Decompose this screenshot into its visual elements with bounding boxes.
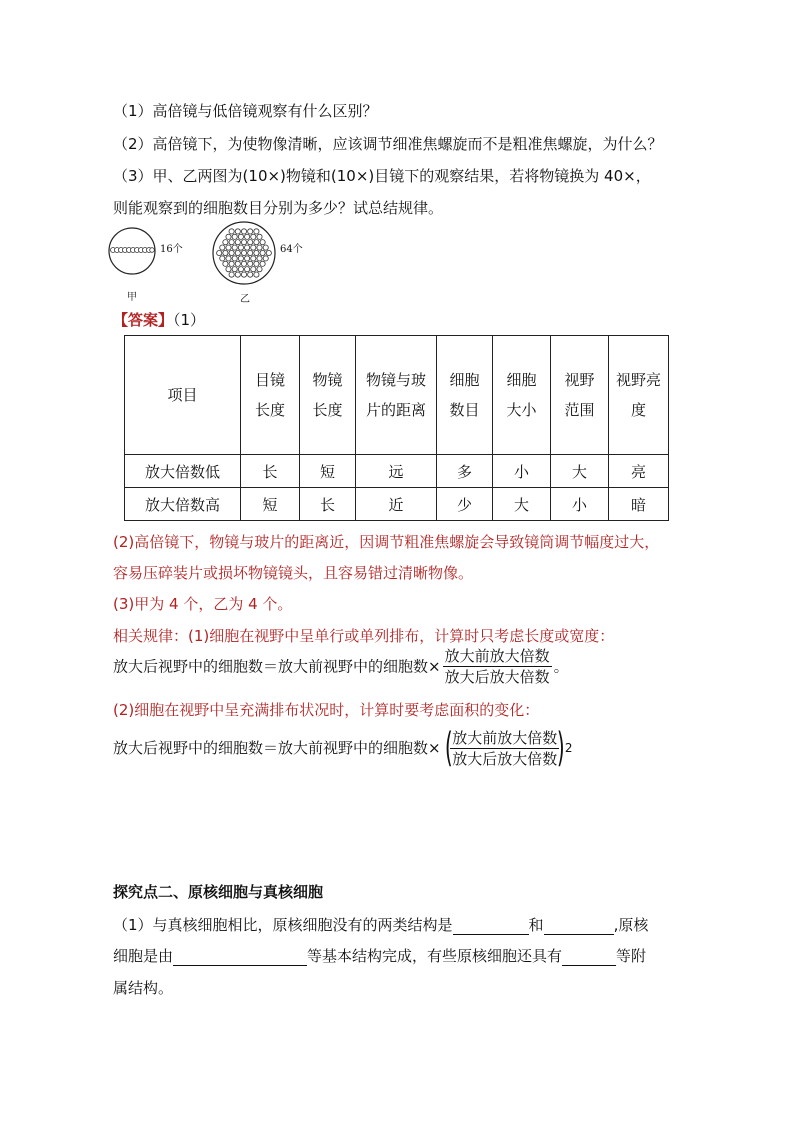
- figure-yi-drawing: [211, 220, 277, 286]
- cell-circle: [226, 256, 231, 261]
- formula-2-numerator: 放大前放大倍数: [452, 728, 558, 747]
- table-cell: 长: [300, 488, 356, 521]
- formula-2: [113, 726, 572, 770]
- formula-1-fraction: [443, 646, 552, 687]
- cell-circle: [235, 272, 240, 277]
- table-header-cell: 细胞 数目: [437, 336, 493, 455]
- cell-circle: [245, 267, 250, 272]
- rule-2: (2)细胞在视野中呈充满排布状况时，计算时要考虑面积的变化：: [113, 701, 540, 719]
- cell-circle: [232, 245, 237, 250]
- table-cell: 暗: [609, 488, 669, 521]
- cell-circle: [248, 229, 253, 234]
- cell-circle: [248, 250, 253, 255]
- rule-intro: 相关规律：(1)细胞在视野中呈单行或单列排布，计算时只考虑长度或宽度：: [113, 627, 615, 645]
- cell-circle: [251, 256, 256, 261]
- table-cell: 大: [551, 455, 609, 488]
- table-row: [125, 488, 669, 521]
- section-2-text: 等基本结构完成，有些原核细胞还具有: [307, 947, 563, 965]
- cell-circle: [217, 250, 222, 255]
- section-2-text: 细胞是由: [113, 947, 174, 965]
- formula-2-fraction: [450, 728, 559, 769]
- formula-1: [113, 646, 569, 687]
- cell-circle: [238, 256, 243, 261]
- formula-1-denominator: 放大后放大倍数: [444, 668, 550, 686]
- cell-circle: [251, 245, 256, 250]
- table-cell: 远: [356, 455, 437, 488]
- answer-label: 【答案】: [113, 311, 174, 329]
- table-cell: 短: [241, 488, 300, 521]
- cell-circle: [235, 240, 240, 245]
- cell-circle: [232, 234, 237, 239]
- cell-circle: [232, 256, 237, 261]
- cell-circle: [229, 261, 234, 266]
- figure-jia: [107, 226, 157, 276]
- cell-circle: [241, 229, 246, 234]
- section-2-line-1: [113, 915, 648, 935]
- formula-2-right-paren: ): [557, 725, 565, 771]
- cell-circle: [260, 240, 265, 245]
- formula-1-end: 。: [553, 657, 569, 676]
- cell-circle: [226, 267, 231, 272]
- table-cell: 亮: [609, 455, 669, 488]
- fill-blank[interactable]: [453, 918, 529, 935]
- figure-yi-count: 64个: [280, 244, 303, 255]
- formula-2-left-paren: (: [444, 725, 453, 771]
- figure-yi-label: 乙: [240, 294, 250, 305]
- cell-circle: [260, 250, 265, 255]
- table-cell: 短: [300, 455, 356, 488]
- table-cell: 少: [437, 488, 493, 521]
- section-2-text: 等附: [616, 947, 647, 965]
- cell-circle: [241, 250, 246, 255]
- cell-circle: [241, 272, 246, 277]
- section-2-title: 探究点二、原核细胞与真核细胞: [113, 883, 324, 901]
- cell-circle: [248, 272, 253, 277]
- table-header-row: [125, 336, 669, 455]
- section-2-line-3: 属结构。: [113, 979, 174, 997]
- cell-circle: [254, 229, 259, 234]
- cell-circle: [220, 256, 225, 261]
- table-cell: 多: [437, 455, 493, 488]
- table-header-cell: 视野亮 度: [609, 336, 669, 455]
- cell-circle: [223, 261, 228, 266]
- cell-circle: [257, 234, 262, 239]
- table-header-cell: 物镜 长度: [300, 336, 356, 455]
- comparison-table: [124, 335, 669, 521]
- cell-circle: [254, 250, 259, 255]
- cell-circle: [263, 256, 268, 261]
- table-header-cell: 物镜与玻 片的距离: [356, 336, 437, 455]
- cell-circle: [229, 272, 234, 277]
- cell-circle: [257, 245, 262, 250]
- question-3-line-1: （3）甲、乙两图为(10×)物镜和(10×)目镜下的观察结果，若将物镜换为 40×，: [113, 167, 651, 185]
- table-cell: 小: [551, 488, 609, 521]
- section-2-text: ,原核: [613, 916, 649, 934]
- section-2-text: （1）与真核细胞相比，原核细胞没有的两类结构是: [113, 916, 453, 934]
- formula-2-denominator: 放大后放大倍数: [452, 749, 558, 768]
- cell-circle: [238, 234, 243, 239]
- explanation-2-line-2: 容易压碎装片或损坏物镜镜头，且容易错过清晰物像。: [113, 564, 474, 582]
- cell-circle: [257, 256, 262, 261]
- question-1: （1）高倍镜与低倍镜观察有什么区别？: [113, 102, 378, 120]
- cell-circle: [238, 245, 243, 250]
- cell-circle: [226, 245, 231, 250]
- explanation-2-line-1: (2)高倍镜下，物镜与玻片的距离近，因调节粗准焦螺旋会导致镜筒调节幅度过大，: [113, 533, 660, 551]
- figure-jia-drawing: [107, 226, 157, 276]
- cell-circle: [220, 245, 225, 250]
- table-cell: 大: [493, 488, 551, 521]
- table-cell: 近: [356, 488, 437, 521]
- answer-part-1: （1）: [173, 311, 206, 329]
- formula-1-left: 放大后视野中的细胞数＝放大前视野中的细胞数×: [113, 657, 441, 676]
- fill-blank[interactable]: [173, 949, 307, 966]
- table-row: [125, 455, 669, 488]
- question-2: （2）高倍镜下，为使物像清晰，应该调节细准焦螺旋而不是粗准焦螺旋，为什么？: [113, 135, 663, 153]
- cell-circle: [248, 240, 253, 245]
- cell-circle: [254, 261, 259, 266]
- table-header-cell: 目镜 长度: [241, 336, 300, 455]
- cell-circle: [226, 234, 231, 239]
- cell-circle: [229, 240, 234, 245]
- answer-heading: [113, 310, 205, 330]
- cell-circle: [266, 250, 271, 255]
- table-header-cell: 项目: [125, 336, 241, 455]
- table-cell: 放大倍数高: [125, 488, 241, 521]
- cell-circle: [245, 234, 250, 239]
- cell-circle: [245, 245, 250, 250]
- table-cell: 放大倍数低: [125, 455, 241, 488]
- table-header-cell: 视野 范围: [551, 336, 609, 455]
- cell-circle: [229, 229, 234, 234]
- cell-circle: [260, 261, 265, 266]
- cell-circle: [257, 267, 262, 272]
- cell-circle: [251, 234, 256, 239]
- table-header-cell: 细胞 大小: [493, 336, 551, 455]
- fill-blank[interactable]: [544, 918, 614, 935]
- cell-circle: [263, 245, 268, 250]
- figure-jia-label: 甲: [127, 292, 137, 303]
- cell-circle: [235, 250, 240, 255]
- formula-1-numerator: 放大前放大倍数: [444, 647, 550, 665]
- cell-circle: [235, 229, 240, 234]
- cell-circle: [235, 261, 240, 266]
- cell-circle: [245, 256, 250, 261]
- cell-circle: [241, 240, 246, 245]
- section-2-line-2: [113, 946, 646, 966]
- cell-circle: [229, 250, 234, 255]
- cell-circle: [251, 267, 256, 272]
- cell-circle: [254, 240, 259, 245]
- table-cell: 长: [241, 455, 300, 488]
- cell-circle: [254, 272, 259, 277]
- cell-circle: [232, 267, 237, 272]
- cell-circle: [248, 261, 253, 266]
- table-cell: 小: [493, 455, 551, 488]
- section-2-text: 和: [528, 916, 544, 934]
- question-3-line-2: 则能观察到的细胞数目分别为多少？试总结规律。: [113, 199, 444, 217]
- figure-jia-count: 16个: [160, 244, 183, 255]
- cell-circle: [241, 261, 246, 266]
- fill-blank[interactable]: [562, 949, 616, 966]
- formula-2-left: 放大后视野中的细胞数＝放大前视野中的细胞数×: [113, 739, 441, 757]
- formula-2-exponent: 2: [564, 741, 573, 755]
- explanation-3: (3)甲为 4 个，乙为 4 个。: [113, 595, 293, 613]
- cell-circle: [238, 267, 243, 272]
- cell-circle: [223, 250, 228, 255]
- cell-circle: [223, 240, 228, 245]
- figure-yi: [211, 220, 277, 286]
